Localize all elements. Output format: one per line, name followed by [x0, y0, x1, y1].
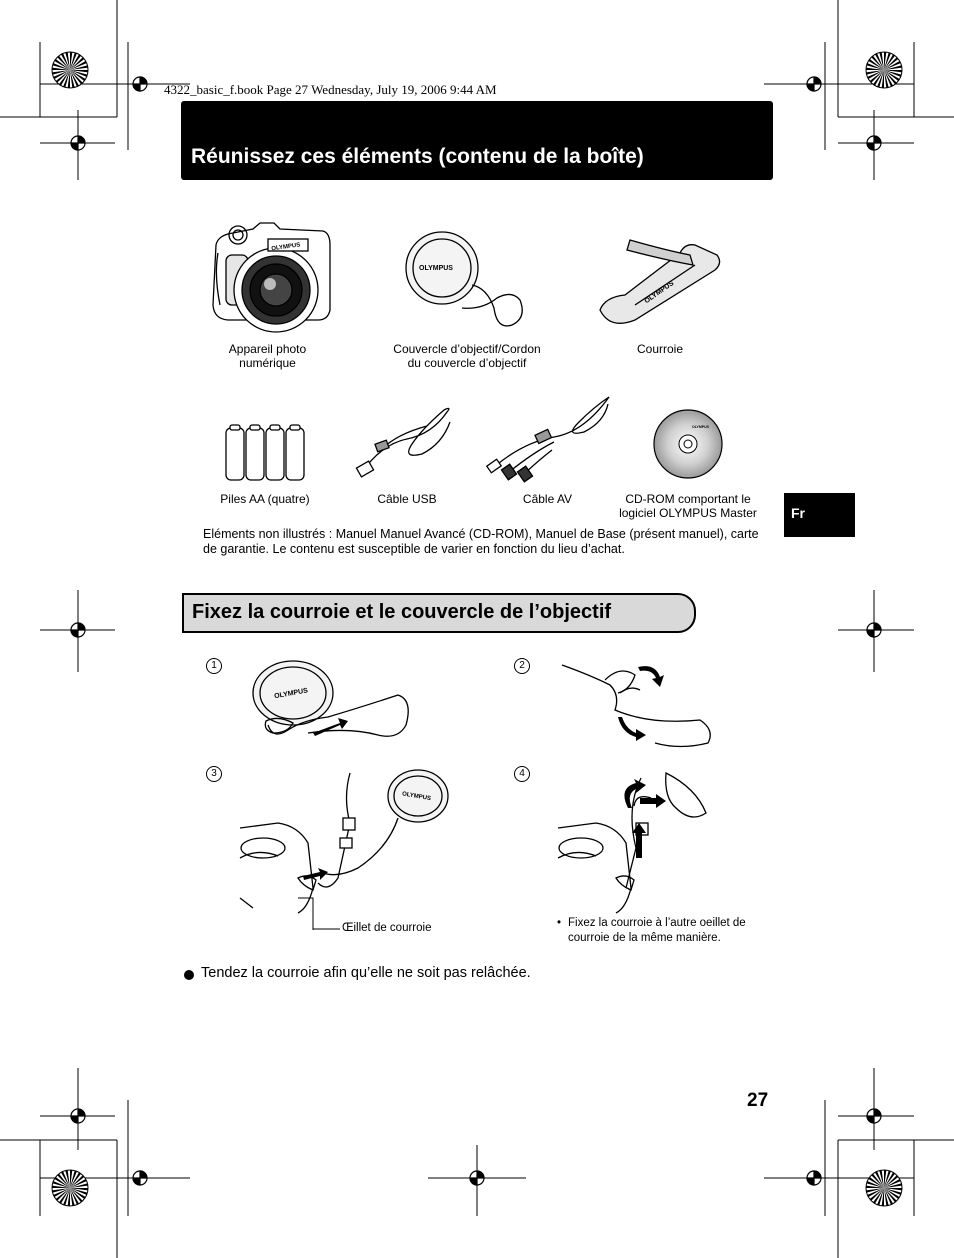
step3-illustration — [238, 768, 468, 918]
section-title-attach-strap-text: Fixez la courroie et le couvercle de l’objectif — [192, 601, 612, 623]
language-tab-label: Fr — [791, 505, 805, 521]
step4-note-bullet: • — [557, 917, 562, 929]
eyelet-leader-line — [312, 905, 342, 935]
step2-illustration — [560, 655, 720, 755]
av-cable-illustration — [484, 392, 614, 482]
section-title-contents — [181, 101, 773, 180]
item-camera-caption: Appareil photo numérique — [228, 342, 307, 370]
lens-cap-logo: OLYMPUS — [419, 265, 453, 272]
camera-illustration — [208, 215, 333, 340]
strap-logo: OLYMPUS — [643, 279, 676, 306]
strap-illustration — [595, 225, 725, 335]
step4-illustration — [556, 768, 726, 918]
step1-cap-logo: OLYMPUS — [273, 687, 309, 701]
cdrom-logo: OLYMPUS — [692, 425, 709, 429]
item-lens-cap-caption: Couvercle d’objectif/Cordon du couvercle d’objectif — [393, 342, 541, 370]
eyelet-label: Œillet de courroie — [342, 922, 432, 934]
page-number: 27 — [747, 1090, 769, 1111]
step3-cap-logo: OLYMPUS — [401, 791, 432, 803]
language-tab — [784, 493, 855, 537]
item-usb-caption: Câble USB — [377, 492, 437, 506]
section-title-attach-strap — [182, 593, 696, 633]
cdrom-illustration — [652, 408, 724, 480]
step-number-4: 4 — [514, 766, 530, 782]
file-header-line: 4322_basic_f.book Page 27 Wednesday, July 19, 2006 9:44 AM — [164, 82, 497, 97]
step-number-2: 2 — [514, 658, 530, 674]
item-strap-caption: Courroie — [636, 342, 684, 356]
step1-illustration — [248, 655, 418, 745]
item-av-caption: Câble AV — [522, 492, 573, 506]
bullet-dot-icon — [183, 969, 195, 981]
step-number-3: 3 — [206, 766, 222, 782]
batteries-illustration — [224, 424, 314, 484]
step4-note: Fixez la courroie à l’autre oeillet de courroie de la même manière. — [568, 917, 746, 944]
lens-cap-illustration — [402, 230, 532, 340]
usb-cable-illustration — [352, 404, 457, 484]
camera-brand-logo: OLYMPUS — [271, 242, 301, 253]
strap-tension-instruction: Tendez la courroie afin qu’elle ne soit pas relâchée. — [201, 965, 531, 981]
section-title-contents-text: Réunissez ces éléments (contenu de la boîte) — [191, 145, 644, 168]
item-cdrom-caption: CD-ROM comportant le logiciel OLYMPUS Master — [619, 492, 757, 520]
step-number-1: 1 — [206, 658, 222, 674]
not-illustrated-note: Eléments non illustrés : Manuel Manuel Avancé (CD-ROM), Manuel de Base (présent manuel), carte de garantie. Le contenu est susceptible de varier en fonction du lieu d’achat. — [203, 527, 759, 556]
item-batteries-caption: Piles AA (quatre) — [220, 492, 310, 506]
